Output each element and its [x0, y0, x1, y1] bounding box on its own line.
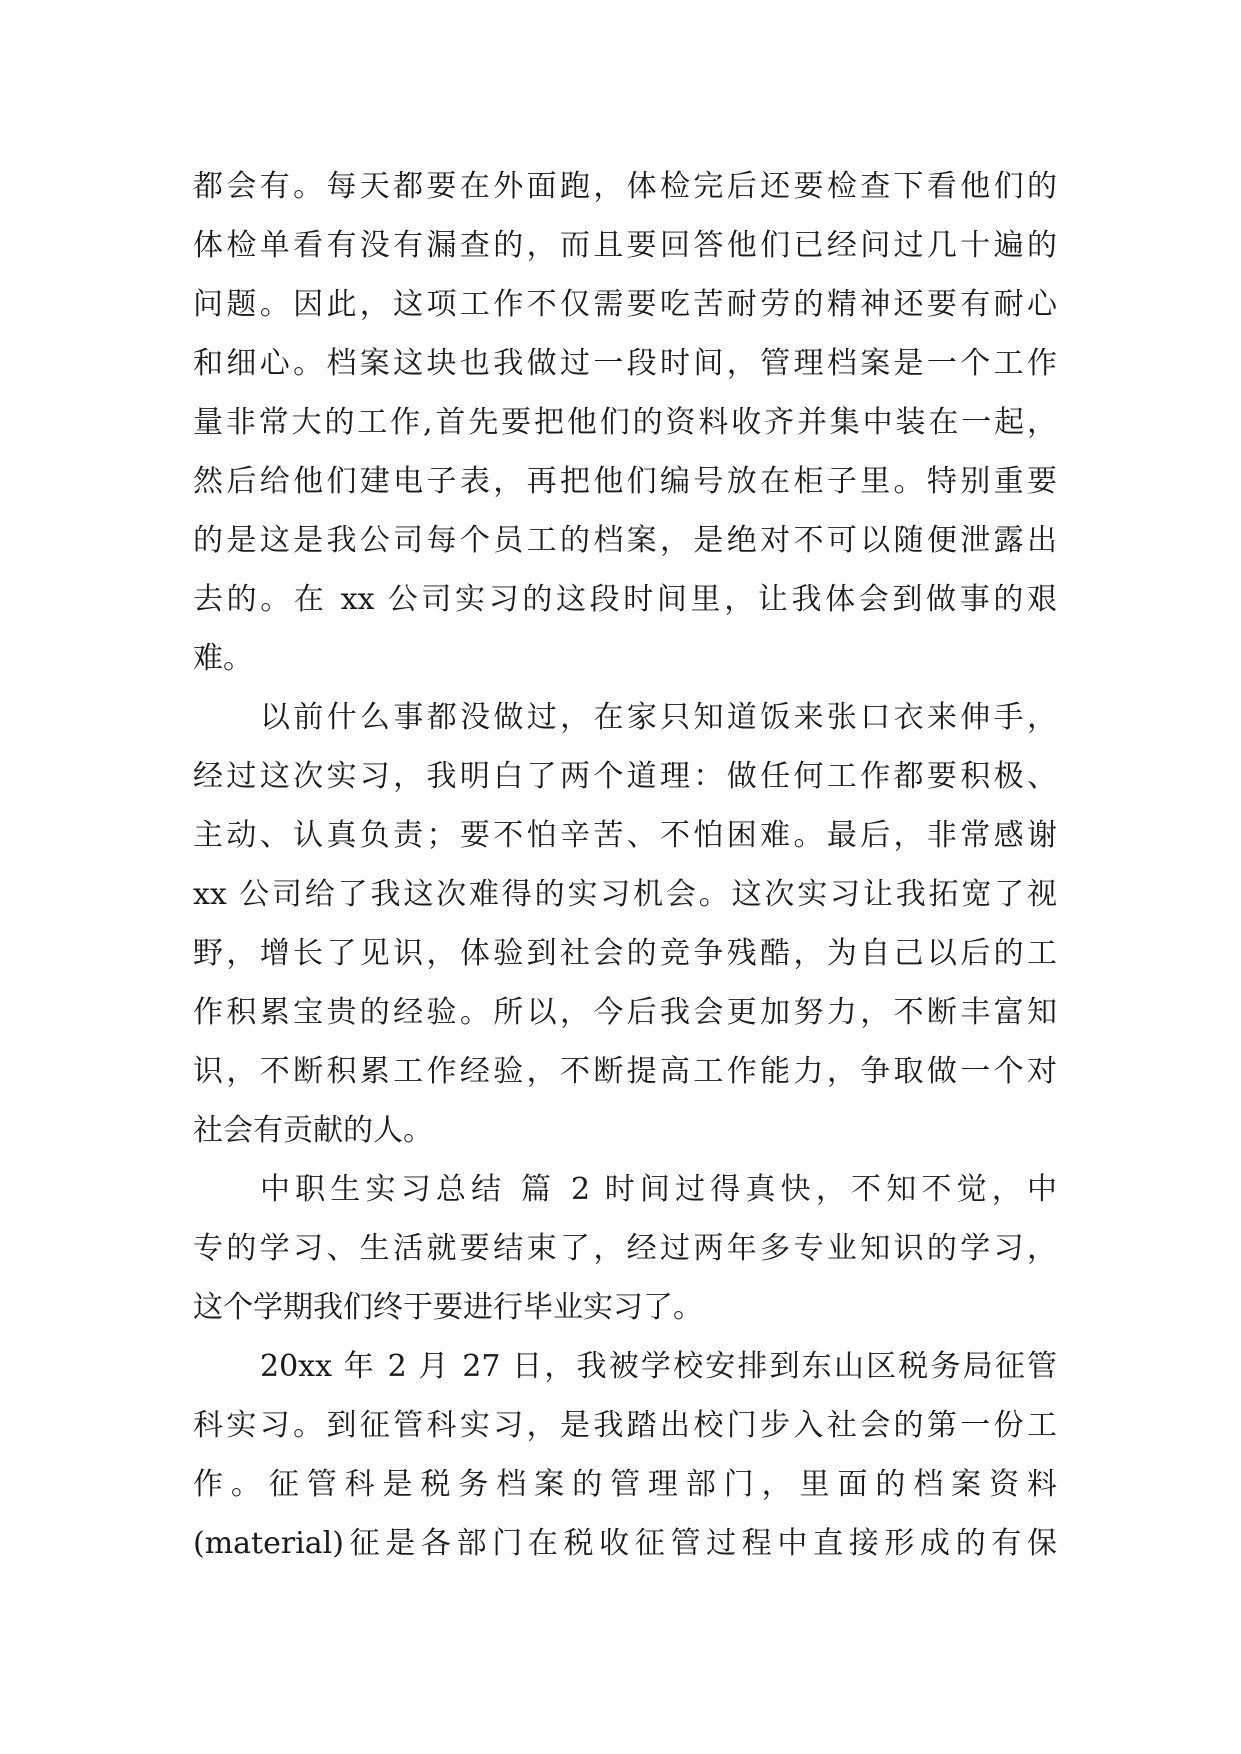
text-line: 和细心。档案这块也我做过一段时间，管理档案是一个工作 [193, 346, 1057, 381]
text-line: 问题。因此，这项工作不仅需要吃苦耐劳的精神还要有耐心 [193, 287, 1057, 322]
text-line: 作积累宝贵的经验。所以，今后我会更加努力，不断丰富知 [193, 995, 1057, 1030]
text-line: 以前什么事都没做过，在家只知道饭来张口衣来伸手， [260, 700, 1057, 735]
text-line: (material)征是各部门在税收征管过程中直接形成的有保 [193, 1526, 1057, 1561]
text-line: 社会有贡献的人。 [193, 1113, 433, 1148]
body-text [193, 157, 1057, 1573]
text-line: 量非常大的工作,首先要把他们的资料收齐并集中装在一起， [193, 405, 1057, 440]
text-line: 然后给他们建电子表，再把他们编号放在柜子里。特别重要 [193, 464, 1057, 499]
text-line: xx 公司给了我这次难得的实习机会。这次实习让我拓宽了视 [193, 877, 1057, 912]
paragraph [193, 157, 1057, 688]
text-line: 科实习。到征管科实习，是我踏出校门步入社会的第一份工 [193, 1408, 1057, 1443]
paragraph [193, 688, 1057, 1160]
text-line: 难。 [193, 641, 253, 676]
text-line: 经过这次实习，我明白了两个道理：做任何工作都要积极、 [193, 759, 1057, 794]
text-line: 的是这是我公司每个员工的档案，是绝对不可以随便泄露出 [193, 523, 1057, 558]
text-line: 都会有。每天都要在外面跑，体检完后还要检查下看他们的 [193, 169, 1057, 204]
text-line: 这个学期我们终于要进行毕业实习了。 [193, 1290, 703, 1325]
section-heading-line: 中职生实习总结 篇 2 时间过得真快，不知不觉，中 [260, 1172, 1057, 1207]
paragraph [193, 1160, 1057, 1337]
paragraph [193, 1337, 1057, 1573]
text-line: 20xx 年 2 月 27 日，我被学校安排到东山区税务局征管 [260, 1349, 1057, 1384]
text-line: 去的。在 xx 公司实习的这段时间里，让我体会到做事的艰 [193, 582, 1057, 617]
text-line: 主动、认真负责；要不怕辛苦、不怕困难。最后，非常感谢 [193, 818, 1057, 853]
text-line: 专的学习、生活就要结束了，经过两年多专业知识的学习， [193, 1231, 1057, 1266]
text-line: 体检单看有没有漏查的，而且要回答他们已经问过几十遍的 [193, 228, 1057, 263]
text-line: 野，增长了见识，体验到社会的竞争残酷，为自己以后的工 [193, 936, 1057, 971]
text-line: 作。征管科是税务档案的管理部门，里面的档案资料 [193, 1467, 1057, 1502]
text-line: 识，不断积累工作经验，不断提高工作能力，争取做一个对 [193, 1054, 1057, 1089]
